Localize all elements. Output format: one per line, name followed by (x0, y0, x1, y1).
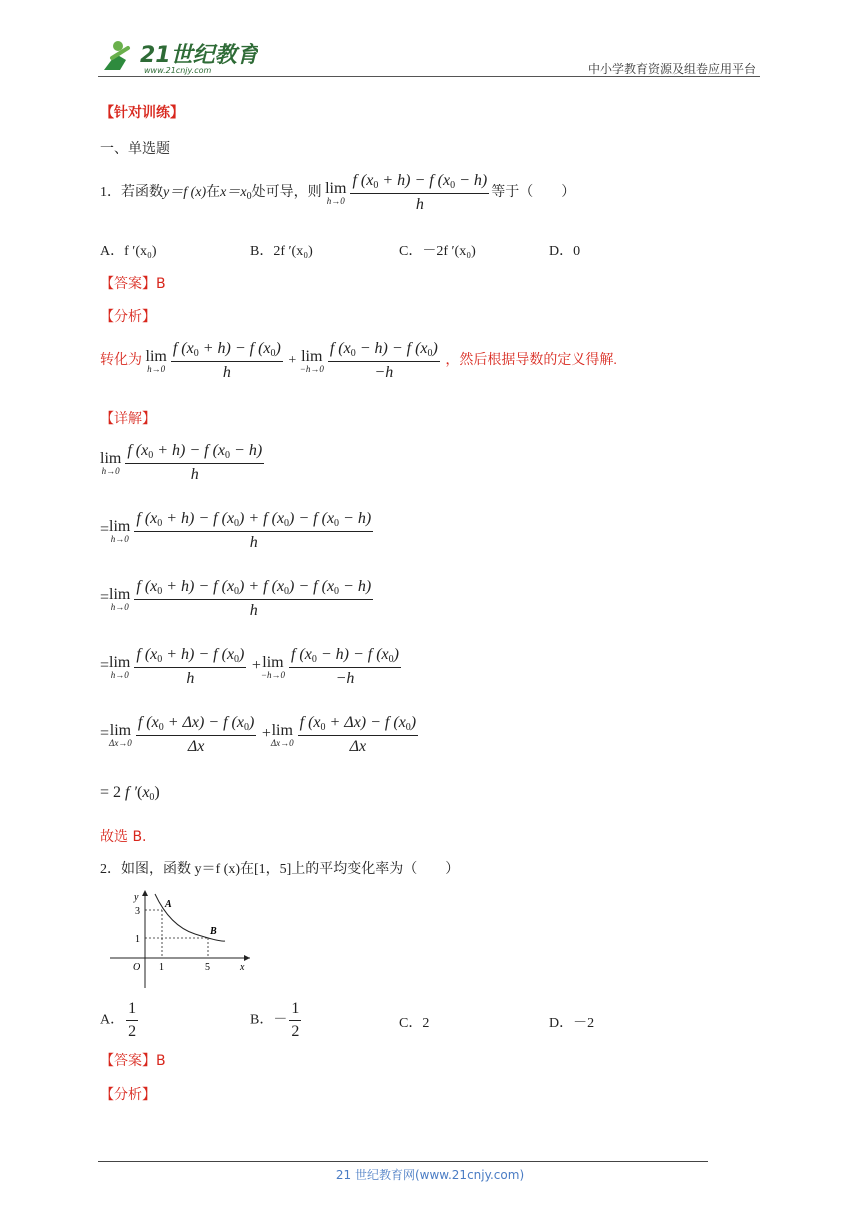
q1-prefix: 1．若函数 (100, 185, 163, 201)
limit-expression: lim h→0 (325, 180, 347, 206)
q1-mid: 在 (206, 185, 221, 201)
q1-analysis-label: 【分析】 (100, 309, 156, 325)
question-2-stem: 2．如图，函数 y＝f (x)在[1，5]上的平均变化率为（ ） (100, 862, 460, 877)
q1-option-d[interactable]: D．0 (549, 244, 581, 259)
derivation-step-2: = lim h→0 $\frac{f (x0 + h) - f (x0) + f (x0) - f (x0 - h)}{h}$ (100, 510, 372, 551)
derivation-step-5: = lim Δx→0 $\frac{f (x0 + \Delta x) - f (x0)}{\Delta x}$ + lim Δx→0 $\frac{f (x0 + \Delta x) - f (x0)}{\Delta x}$ (100, 714, 417, 755)
graph-x-label: x (240, 962, 245, 973)
graph-point-b: B (210, 926, 217, 937)
derivation-step-3: = lim h→0 $\frac{f (x0 + h) - f (x0) + f (x0) - f (x0 - h)}{h}$ (100, 578, 372, 619)
graph-y-tick-3: 3 (135, 906, 140, 917)
q2-option-d[interactable]: D．－2 (549, 1016, 595, 1031)
q2-graph (100, 886, 260, 995)
q2-option-b-den: 2 (291, 1023, 300, 1040)
q1-option-a[interactable]: A．f ′(x₀) (100, 244, 157, 259)
q2-analysis-label: 【分析】 (100, 1087, 156, 1103)
graph-x-tick-5: 5 (205, 962, 210, 973)
q1-analysis-text: 转化为 lim h→0 $\frac{f (x0 + h) - f (x0)}{h}$ + lim −h→0 $\frac{f (x0 - h) - f (x0)}{-h}$ ，然后根据导数的定义得解. (100, 340, 617, 381)
footer-link[interactable]: 21 世纪教育网(www.21cnjy.com) (335, 1168, 525, 1182)
q1-function: y＝f (x) (163, 185, 207, 201)
q2-option-a-num: 1 (126, 1000, 138, 1021)
q2-option-b[interactable] (250, 1000, 303, 1041)
derivation-step-4: = lim h→0 $\frac{f (x0 + h) - f (x0)}{h}$ + lim −h→0 $\frac{f (x0 - h) - f (x0)}{-h}$ (100, 646, 399, 687)
logo-url: www.21cnjy.com (144, 66, 212, 75)
q2-option-a-label: A． (100, 1012, 125, 1028)
q2-option-c[interactable]: C．2 (399, 1016, 430, 1031)
q2-answer: 【答案】B (100, 1053, 166, 1069)
section-title: 【针对训练】 (100, 105, 184, 121)
q1-fraction: $\frac{f (x0 + h) - f (x0 - h)}{h}$ (352, 172, 488, 213)
q1-diff: 处可导，则 (251, 185, 322, 201)
q1-option-c[interactable]: C．－2f ′(x₀) (399, 244, 476, 259)
derivation-step-1: lim h→0 $\frac{f (x0 + h) - f (x0 - h)}{h}$ (100, 442, 263, 483)
footer-divider (98, 1161, 708, 1162)
derivation-step-6: = 2 f ′(x0) (100, 784, 160, 803)
graph-y-label: y (134, 892, 139, 903)
graph-origin: O (133, 962, 141, 973)
q1-detail-label: 【详解】 (100, 411, 156, 427)
q1-suffix: 等于（ ） (491, 185, 576, 201)
q1-xeq: x＝x (220, 185, 247, 201)
graph-y-tick-1: 1 (135, 934, 140, 945)
site-logo (98, 36, 258, 76)
q2-option-b-label: B．－ (250, 1012, 288, 1028)
analysis-suffix: ，然后根据导数的定义得解. (445, 353, 617, 369)
logo-graphic (98, 36, 258, 76)
q2-option-a-den: 2 (128, 1023, 137, 1040)
graph-point-a: A (165, 899, 172, 910)
logo-text: 21世纪教育 (140, 43, 258, 68)
graph-x-tick-1: 1 (159, 962, 164, 973)
header-divider (98, 76, 760, 77)
analysis-prefix: 转化为 (100, 353, 142, 369)
q1-answer: 【答案】B (100, 276, 166, 292)
question-1-stem: 1．若函数y＝f (x)在$x=x_0$处可导，则 lim h→0 $\frac{f (x0 + h) - f (x0 - h)}{h}$ 等于（ ） (100, 172, 576, 213)
header-platform-text: 中小学教育资源及组卷应用平台 (587, 62, 756, 76)
q1-option-b[interactable]: B．2f ′(x₀) (250, 244, 313, 259)
q2-option-a[interactable] (100, 1000, 140, 1041)
q2-option-b-num: 1 (289, 1000, 301, 1021)
q1-conclusion: 故选 B. (100, 829, 147, 845)
part-title: 一、单选题 (100, 141, 170, 157)
